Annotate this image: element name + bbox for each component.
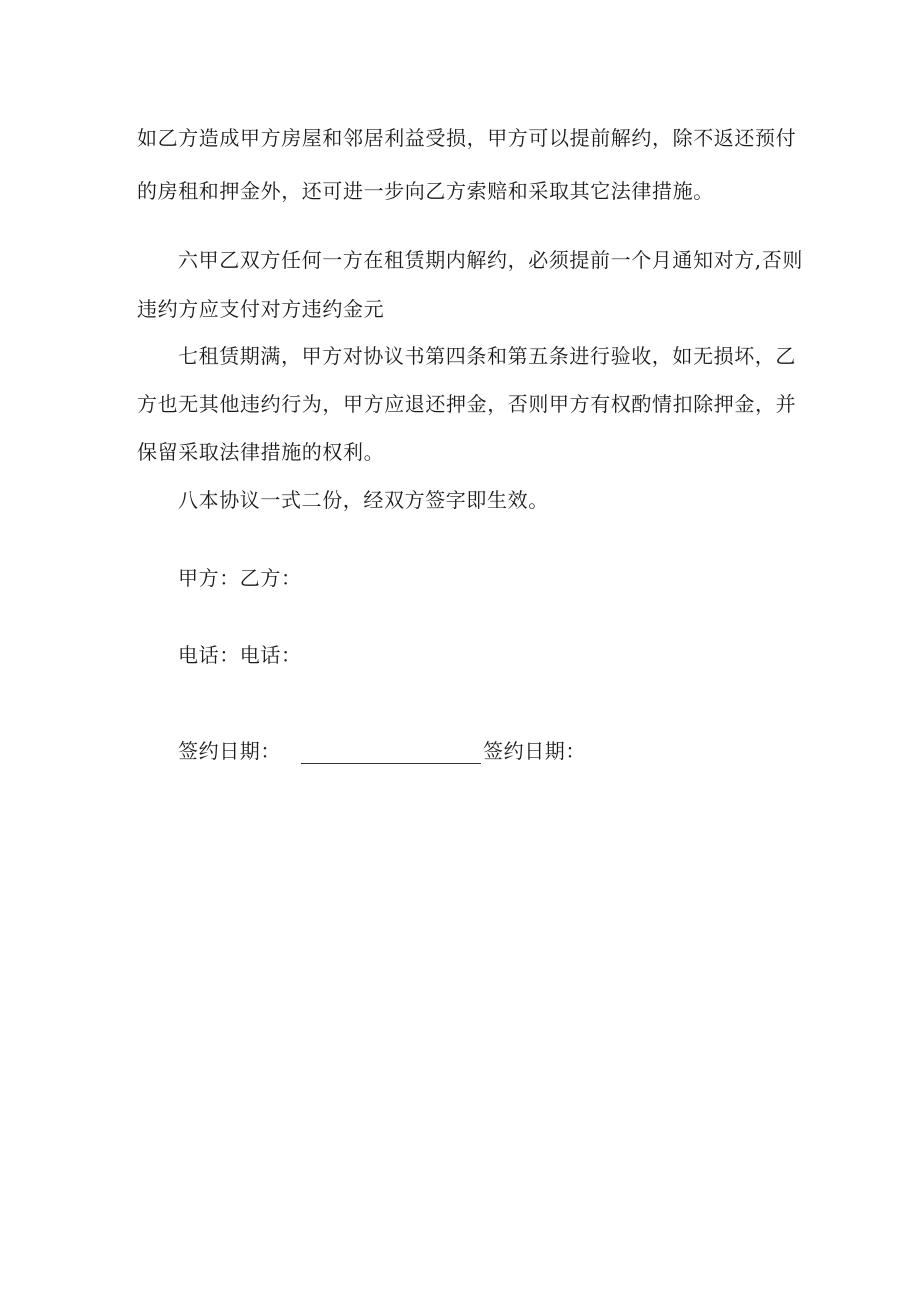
paragraph-five-line-2: 的房租和押金外，还可进一步向乙方索赔和采取其它法律措施。 bbox=[137, 179, 714, 203]
paragraph-seven-line-1: 七租赁期满，甲方对协议书第四条和第五条进行验收，如无损坏，乙 bbox=[178, 344, 796, 368]
paragraph-eight: 八本协议一式二份，经双方签字即生效。 bbox=[178, 488, 549, 512]
party-b-date-label: 签约日期： bbox=[483, 739, 586, 763]
paragraph-seven-line-2: 方也无其他违约行为，甲方应退还押金，否则甲方有权酌情扣除押金，并 bbox=[137, 392, 797, 416]
paragraph-seven-line-3: 保留采取法律措施的权利。 bbox=[137, 440, 385, 464]
signature-blank-line bbox=[301, 741, 481, 764]
paragraph-six-line-2: 违约方应支付对方违约金元 bbox=[137, 297, 385, 321]
paragraph-five-line-1: 如乙方造成甲方房屋和邻居利益受损，甲方可以提前解约，除不返还预付 bbox=[137, 126, 797, 150]
parties-line: 甲方：乙方： bbox=[178, 566, 302, 590]
paragraph-six-line-1: 六甲乙双方任何一方在租赁期内解约，必须提前一个月通知对方,否则 bbox=[178, 248, 803, 272]
signing-date-row bbox=[178, 738, 586, 764]
party-a-date-label: 签约日期： bbox=[178, 739, 281, 763]
phone-line: 电话：电话： bbox=[178, 643, 302, 667]
